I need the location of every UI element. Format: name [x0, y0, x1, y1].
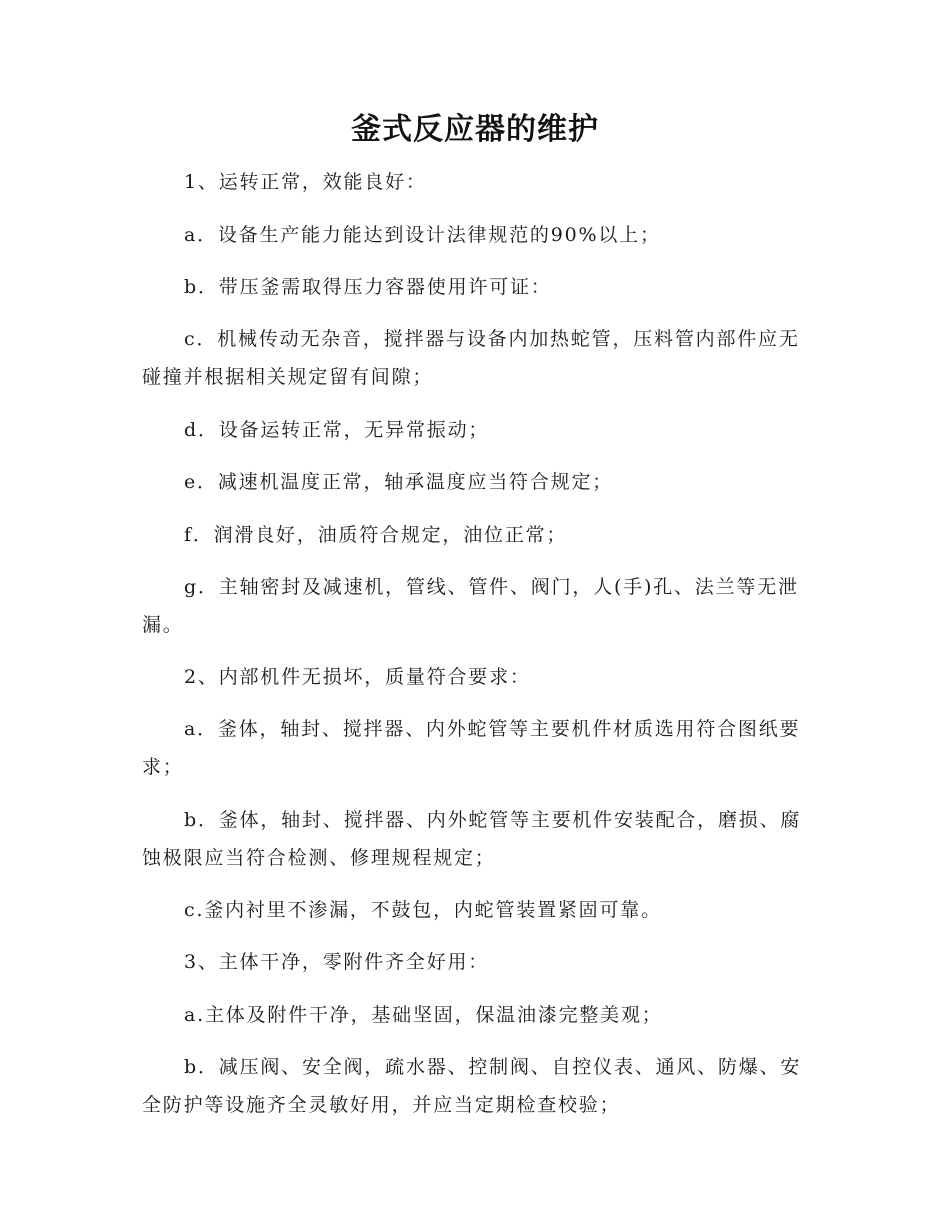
paragraph-1: 1、运转正常，效能良好： — [184, 171, 427, 193]
paragraph-3: b．带压釜需取得压力容器使用许可证： — [184, 276, 552, 298]
paragraph-14: a.主体及附件干净，基础坚固，保温油漆完整美观； — [184, 1004, 663, 1026]
paragraph-6: e．减速机温度正常，轴承温度应当符合规定； — [184, 471, 614, 493]
paragraph-4: c．机械传动无杂音，搅拌器与设备内加热蛇管，压料管内部件应无碰撞并根据相关规定留有间隙； — [142, 328, 800, 388]
paragraph-9: 2、内部机件无损坏，质量符合要求： — [184, 666, 531, 688]
document-title: 釜式反应器的维护 — [351, 112, 599, 147]
paragraph-7: f．润滑良好，油质符合规定，油位正常； — [184, 524, 568, 546]
paragraph-13: 3、主体干净，零附件齐全好用： — [184, 951, 490, 973]
paragraph-10: a．釜体，轴封、搅拌器、内外蛇管等主要机件材质选用符合图纸要求； — [142, 718, 801, 778]
paragraph-5: d．设备运转正常，无异常振动； — [184, 419, 490, 441]
paragraph-12: c.釜内衬里不渗漏，不鼓包，内蛇管装置紧固可靠。 — [184, 899, 662, 921]
paragraph-2: a．设备生产能力能达到设计法律规范的90%以上； — [184, 224, 661, 246]
paragraph-11: b．釜体，轴封、搅拌器、内外蛇管等主要机件安装配合，磨损、腐蚀极限应当符合检测、修理规程规定； — [142, 809, 802, 869]
paragraph-15: b．减压阀、安全阀，疏水器、控制阀、自控仪表、通风、防爆、安全防护等设施齐全灵敏好用，并应当定期检查校验； — [142, 1056, 802, 1116]
paragraph-8: g．主轴密封及减速机，管线、管件、阀门，人(手)孔、法兰等无泄漏。 — [142, 576, 799, 636]
